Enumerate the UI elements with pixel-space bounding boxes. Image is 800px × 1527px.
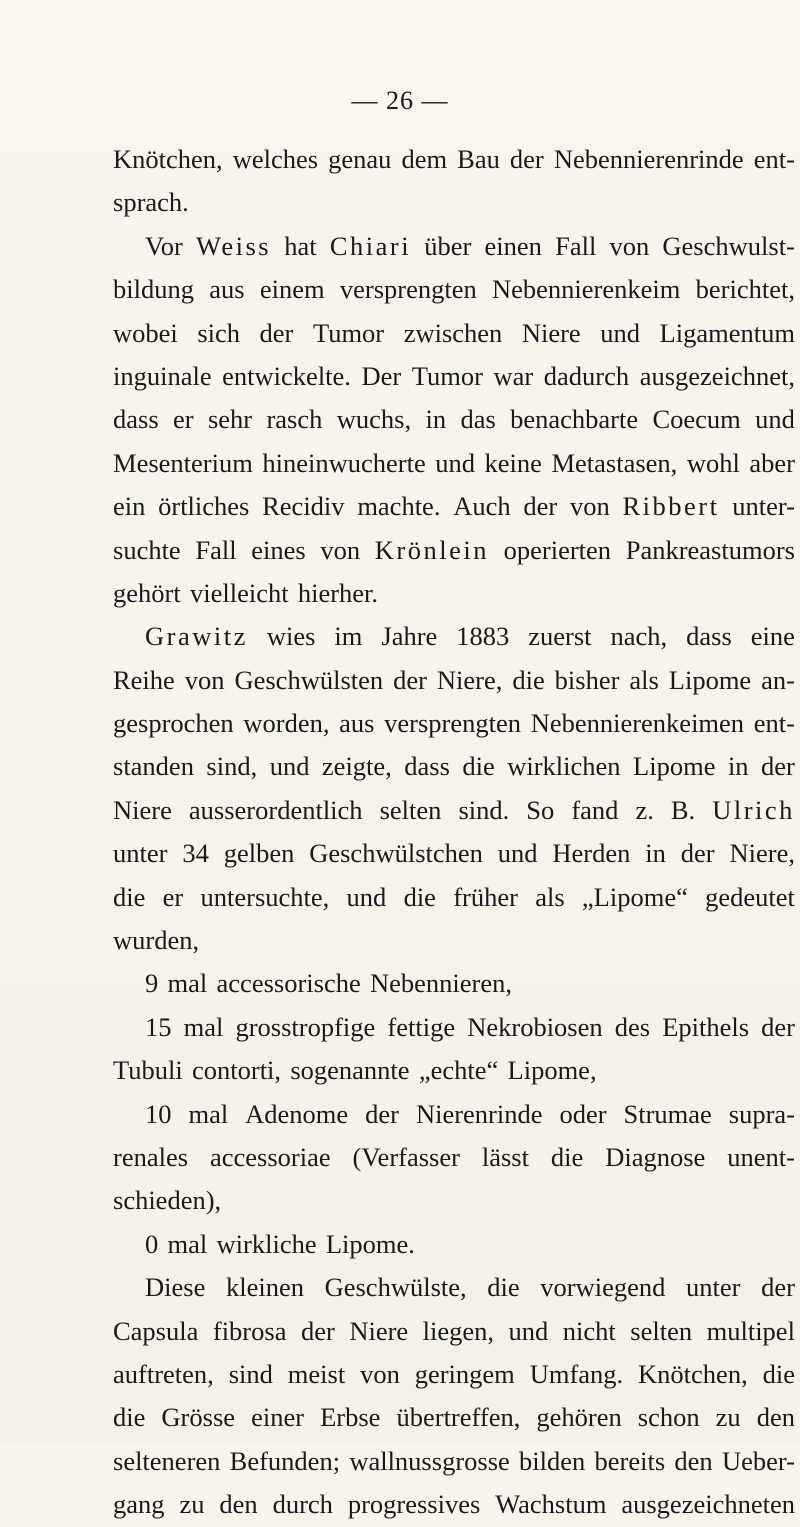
word: von: [360, 1358, 400, 1389]
word: Auch: [453, 491, 511, 522]
word: multipel: [706, 1315, 795, 1346]
word: und: [269, 751, 310, 782]
word: gehören: [536, 1402, 622, 1433]
word: sind: [228, 1358, 273, 1389]
word: Fall: [555, 230, 597, 261]
word: er: [162, 881, 184, 912]
text-line: [113, 398, 795, 441]
word: gesprochen: [113, 708, 234, 739]
word: sehr: [207, 404, 253, 435]
text-line: [113, 225, 795, 268]
word: von: [320, 534, 361, 565]
word: war: [493, 360, 534, 391]
word: kleinen: [225, 1272, 304, 1303]
word: die: [403, 881, 436, 912]
word: nicht: [562, 1315, 616, 1346]
word: Grawitz: [145, 621, 248, 652]
word: mal: [188, 1098, 229, 1129]
word: die: [113, 881, 146, 912]
word: in: [425, 404, 447, 435]
text-line: [113, 1396, 795, 1439]
word: Adenome: [245, 1098, 349, 1129]
word: renales: [113, 1141, 189, 1172]
word: die: [487, 1272, 520, 1303]
word: Ulrich: [712, 794, 795, 825]
word: und: [346, 881, 387, 912]
word: standen: [113, 751, 194, 782]
word: ein: [113, 491, 146, 522]
word: zu: [179, 1489, 205, 1520]
word: über: [424, 230, 472, 261]
word: meist: [287, 1358, 346, 1389]
word: worden,: [243, 708, 330, 739]
word: Nekrobiosen: [467, 1011, 603, 1042]
word: 10: [145, 1098, 172, 1129]
word: im: [334, 621, 363, 652]
text-line: [113, 876, 795, 919]
word: von: [569, 491, 610, 522]
word: Nierenrinde: [415, 1098, 543, 1129]
word: des: [614, 1011, 651, 1042]
word: dass: [686, 621, 732, 652]
word: der: [523, 491, 558, 522]
word: sprach.: [113, 187, 189, 218]
word: an-: [761, 664, 795, 695]
word: contorti,: [192, 1055, 282, 1086]
word: Strumae: [623, 1098, 712, 1129]
word: wohl: [686, 447, 740, 478]
word: Niere: [521, 317, 581, 348]
word: ausserordentlich: [188, 794, 363, 825]
word: Krönlein: [374, 534, 489, 565]
word: Knötchen,: [113, 144, 223, 174]
page-number: — 26 —: [351, 86, 449, 115]
word: den: [674, 1445, 713, 1476]
text-line: [113, 1310, 795, 1353]
word: gedeutet: [705, 881, 795, 912]
word: benachbarte: [510, 404, 639, 435]
word: Reihe: [113, 664, 175, 695]
word: Niere: [349, 1315, 409, 1346]
word: Nebennieren,: [370, 968, 512, 999]
word: Herden: [552, 838, 631, 869]
word: schieden),: [113, 1185, 222, 1216]
word: machte.: [357, 491, 441, 522]
word: Geschwülsten: [234, 664, 384, 695]
text-line: [113, 572, 795, 615]
word: von: [184, 664, 225, 695]
word: der: [761, 1011, 795, 1042]
text-line: [113, 442, 795, 485]
word: selten: [630, 1315, 693, 1346]
text-line: [113, 789, 795, 832]
text-line: [113, 268, 795, 311]
word: die: [113, 1402, 146, 1433]
word: Ribbert: [622, 491, 720, 522]
word: Niere,: [729, 838, 795, 869]
word: in: [645, 838, 666, 869]
text-line: [113, 138, 795, 181]
word: Diagnose: [605, 1141, 706, 1172]
word: Metastasen,: [551, 447, 678, 478]
text-line: [113, 485, 795, 528]
word: Vor: [145, 230, 183, 261]
word: übertreffen,: [396, 1402, 521, 1433]
text-line: [113, 1440, 795, 1483]
word: mal: [167, 1228, 208, 1259]
word: Geschwülste,: [324, 1272, 467, 1303]
text-line: [113, 1179, 795, 1222]
word: wuchs,: [336, 404, 412, 435]
word: vielleicht: [189, 577, 289, 608]
word: Befunden;: [229, 1445, 341, 1476]
word: hat: [284, 230, 317, 261]
text-line: [113, 1223, 795, 1266]
word: zu: [715, 1402, 741, 1433]
word: ausgezeichnet,: [639, 360, 795, 391]
word: wirklichen: [507, 751, 621, 782]
word: der: [300, 1315, 335, 1346]
word: grosstropfige: [235, 1011, 376, 1042]
word: dem: [401, 144, 448, 174]
word: wobei: [113, 317, 178, 348]
word: „Lipome“: [581, 881, 688, 912]
word: lässt: [481, 1141, 529, 1172]
word: entwickelte.: [222, 360, 351, 391]
word: Tubuli: [113, 1055, 183, 1086]
word: 15: [145, 1011, 172, 1042]
word: als: [629, 664, 659, 695]
word: suchte: [113, 534, 181, 565]
word: gang: [113, 1489, 165, 1520]
word: liegen,: [422, 1315, 495, 1346]
word: eines: [251, 534, 306, 565]
word: rasch: [266, 404, 323, 435]
word: fibrosa: [212, 1315, 287, 1346]
text-line: [113, 1093, 795, 1136]
word: Ligamentum: [659, 317, 795, 348]
word: 9: [145, 968, 159, 999]
word: sogenannte: [290, 1055, 410, 1086]
word: sich: [197, 317, 240, 348]
word: Niere: [113, 794, 172, 825]
text-line: [113, 1049, 795, 1092]
word: er: [173, 404, 194, 435]
word: Lipome,: [507, 1055, 597, 1086]
text-line: [113, 1266, 795, 1309]
word: Fall: [195, 534, 237, 565]
word: mal: [167, 968, 208, 999]
word: keine: [484, 447, 542, 478]
word: die: [762, 1358, 795, 1389]
word: untersuchte,: [200, 881, 330, 912]
text-line: [113, 181, 795, 224]
word: dass: [404, 751, 450, 782]
word: hierher.: [297, 577, 379, 608]
word: die: [462, 751, 495, 782]
word: der: [761, 1272, 795, 1303]
word: unter: [113, 838, 168, 869]
word: Wachstum: [495, 1489, 607, 1520]
word: Coecum: [652, 404, 741, 435]
word: Nebennierenkeimen: [530, 708, 745, 739]
word: der: [365, 1098, 399, 1129]
word: accessoriae: [209, 1141, 331, 1172]
word: der: [259, 317, 294, 348]
word: aus: [339, 708, 375, 739]
word: einer: [251, 1402, 305, 1433]
word: wies: [266, 621, 316, 652]
word: früher: [453, 881, 518, 912]
word: unter: [686, 1272, 741, 1303]
text-line: [113, 962, 795, 1005]
word: geringem: [414, 1358, 515, 1389]
word: Tumor: [411, 360, 483, 391]
word: der: [509, 144, 544, 174]
word: inguinale: [113, 360, 212, 391]
word: Erbse: [320, 1402, 381, 1433]
word: Der: [361, 360, 402, 391]
word: 34: [182, 838, 209, 869]
word: Lipome: [633, 751, 716, 782]
word: ent-: [753, 144, 795, 174]
word: aber: [749, 447, 795, 478]
word: Umfang.: [529, 1358, 624, 1389]
word: nach,: [610, 621, 668, 652]
body-text: [113, 138, 795, 1527]
word: So: [526, 794, 555, 825]
word: als: [535, 881, 565, 912]
word: eine: [750, 621, 795, 652]
text-line: [113, 355, 795, 398]
word: versprengten: [339, 274, 477, 305]
text-line: [113, 832, 795, 875]
word: das: [460, 404, 496, 435]
word: „echte“: [418, 1055, 499, 1086]
word: Geschwulst-: [662, 230, 795, 261]
word: fand: [571, 794, 619, 825]
word: und: [508, 1315, 549, 1346]
word: Weiss: [195, 230, 272, 261]
word: B.: [670, 794, 696, 825]
word: wallnussgrosse: [349, 1445, 510, 1476]
word: Ueber-: [721, 1445, 795, 1476]
word: mal: [183, 1011, 224, 1042]
word: berichtet,: [695, 274, 795, 305]
word: Lipome.: [325, 1228, 415, 1259]
word: von: [609, 230, 650, 261]
word: und: [497, 838, 538, 869]
word: und: [435, 447, 475, 478]
word: welches: [232, 144, 319, 174]
word: der: [680, 838, 715, 869]
word: Nebennierenkeim: [492, 274, 681, 305]
word: Knötchen,: [638, 1358, 748, 1389]
word: ausgezeichneten: [621, 1489, 795, 1520]
word: bereits: [594, 1445, 666, 1476]
word: durch: [272, 1489, 333, 1520]
word: Geschwülstchen: [309, 838, 483, 869]
text-line: [113, 702, 795, 745]
word: z.: [635, 794, 654, 825]
word: wirkliche: [216, 1228, 317, 1259]
word: Tumor: [312, 317, 385, 348]
word: bildung: [113, 274, 194, 305]
word: vorwiegend: [540, 1272, 666, 1303]
text-line: [113, 1136, 795, 1179]
word: bilden: [519, 1445, 586, 1476]
word: ent-: [753, 708, 795, 739]
word: operierten: [503, 534, 612, 565]
word: gelben: [223, 838, 295, 869]
word: aus: [209, 274, 245, 305]
word: dadurch: [543, 360, 630, 391]
word: genau: [328, 144, 392, 174]
word: die: [550, 1141, 584, 1172]
word: dass: [113, 404, 159, 435]
word: (Verfasser: [352, 1141, 460, 1172]
word: sind.: [458, 794, 510, 825]
word: Nebennierenrinde: [553, 144, 744, 174]
word: einen: [484, 230, 542, 261]
text-line: [113, 745, 795, 788]
word: selteneren: [113, 1445, 221, 1476]
word: hineinwucherte: [262, 447, 426, 478]
word: bisher: [554, 664, 620, 695]
word: Bau: [457, 144, 500, 174]
word: oder: [559, 1098, 607, 1129]
text-line: [113, 529, 795, 572]
word: Diese: [145, 1272, 206, 1303]
word: accessorische: [216, 968, 361, 999]
word: 0: [145, 1228, 159, 1259]
word: den: [756, 1402, 795, 1433]
word: gehört: [113, 577, 181, 608]
word: schon: [637, 1402, 700, 1433]
word: selten: [379, 794, 442, 825]
word: wurden,: [113, 925, 200, 956]
word: und: [600, 317, 640, 348]
word: Recidiv: [262, 491, 345, 522]
word: zwischen: [403, 317, 503, 348]
word: und: [755, 404, 795, 435]
word: die: [512, 664, 545, 695]
word: örtliches: [158, 491, 250, 522]
word: zeigte,: [321, 751, 392, 782]
word: fettige: [387, 1011, 456, 1042]
text-line: [113, 312, 795, 355]
word: zuerst: [528, 621, 592, 652]
text-line: [113, 1006, 795, 1049]
word: versprengten: [384, 708, 522, 739]
word: progressives: [347, 1489, 481, 1520]
text-line: [113, 1353, 795, 1396]
word: 1883: [456, 621, 510, 652]
word: den: [219, 1489, 258, 1520]
word: unent-: [727, 1141, 795, 1172]
word: einem: [259, 274, 325, 305]
word: sind,: [206, 751, 258, 782]
text-line: [113, 615, 795, 658]
word: Jahre: [381, 621, 438, 652]
text-line: [113, 919, 795, 962]
text-line: [113, 1483, 795, 1526]
word: unter-: [732, 491, 795, 522]
word: supra-: [728, 1098, 795, 1129]
word: Lipome: [668, 664, 752, 695]
word: Pankreastumors: [625, 534, 795, 565]
word: Grösse: [161, 1402, 236, 1433]
word: Niere,: [436, 664, 503, 695]
word: Mesenterium: [113, 447, 253, 478]
word: der: [393, 664, 427, 695]
word: in: [727, 751, 749, 782]
word: der: [761, 751, 795, 782]
word: Capsula: [113, 1315, 199, 1346]
word: auftreten,: [113, 1358, 214, 1389]
word: Epithels: [662, 1011, 750, 1042]
text-line: [113, 659, 795, 702]
word: Chiari: [329, 230, 412, 261]
